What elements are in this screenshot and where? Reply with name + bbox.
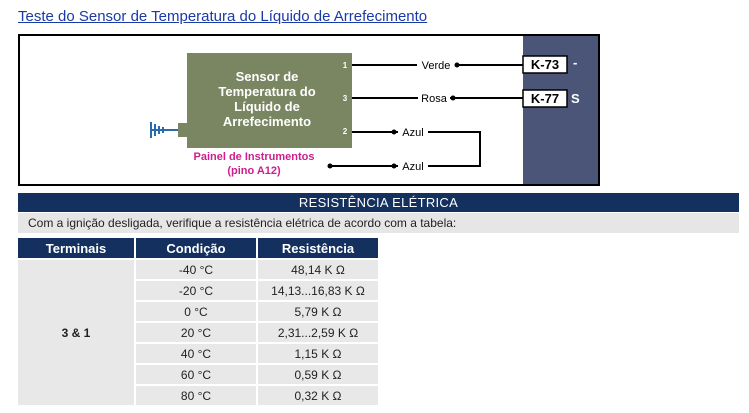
condition-cell: 0 °C <box>136 300 258 321</box>
connector-k77-mark: S <box>571 91 580 106</box>
section-header: RESISTÊNCIA ELÉTRICA <box>18 193 739 212</box>
sensor-label-line-3: Líquido de <box>234 99 300 114</box>
wiring-diagram-svg <box>20 36 598 184</box>
wire-azul-label-2: Azul <box>402 161 424 173</box>
wire-verde-label: Verde <box>421 60 451 72</box>
ground-icon <box>151 122 187 138</box>
connector-k77-label: K-77 <box>530 91 560 106</box>
table-row <box>18 258 378 279</box>
connector-k73-label: K-73 <box>530 57 560 72</box>
pin-1-label: 1 <box>342 61 348 70</box>
page-title[interactable]: Teste do Sensor de Temperatura do Líquido de Arrefecimento <box>18 8 428 25</box>
table-header-row <box>18 238 378 258</box>
condition-cell: -20 °C <box>136 279 258 300</box>
sensor-label-line-1: Sensor de <box>235 69 299 84</box>
resistance-cell: 5,79 K Ω <box>258 300 378 321</box>
instruction-text: Com a ignição desligada, verifique a resistência elétrica de acordo com a tabela: <box>18 213 739 233</box>
header-resistencia: Resistência <box>258 238 378 258</box>
condition-cell: 80 °C <box>136 384 258 405</box>
condition-cell: -40 °C <box>136 258 258 279</box>
resistance-cell: 0,59 K Ω <box>258 363 378 384</box>
pin-2-label: 2 <box>342 127 348 136</box>
condition-cell: 40 °C <box>136 342 258 363</box>
terminal-cell: 3 & 1 <box>18 258 136 405</box>
condition-cell: 60 °C <box>136 363 258 384</box>
resistance-cell: 0,32 K Ω <box>258 384 378 405</box>
pin-3-label: 3 <box>342 94 348 103</box>
header-terminais: Terminais <box>18 238 136 258</box>
header-condicao: Condição <box>136 238 258 258</box>
connector-k73-mark: - <box>573 55 578 70</box>
panel-label-line-1: Painel de Instrumentos <box>193 151 315 163</box>
resistance-cell: 1,15 K Ω <box>258 342 378 363</box>
resistance-cell: 14,13...16,83 K Ω <box>258 279 378 300</box>
resistance-table <box>18 238 378 405</box>
resistance-cell: 2,31...2,59 K Ω <box>258 321 378 342</box>
resistance-cell: 48,14 K Ω <box>258 258 378 279</box>
sensor-label-line-4: Arrefecimento <box>222 114 312 129</box>
wire-azul-label-1: Azul <box>402 127 424 139</box>
panel-label-line-2: (pino A12) <box>227 165 281 177</box>
sensor-label-line-2: Temperatura do <box>218 84 316 99</box>
wiring-diagram <box>18 34 600 186</box>
wire-rosa-label: Rosa <box>421 93 447 105</box>
condition-cell: 20 °C <box>136 321 258 342</box>
